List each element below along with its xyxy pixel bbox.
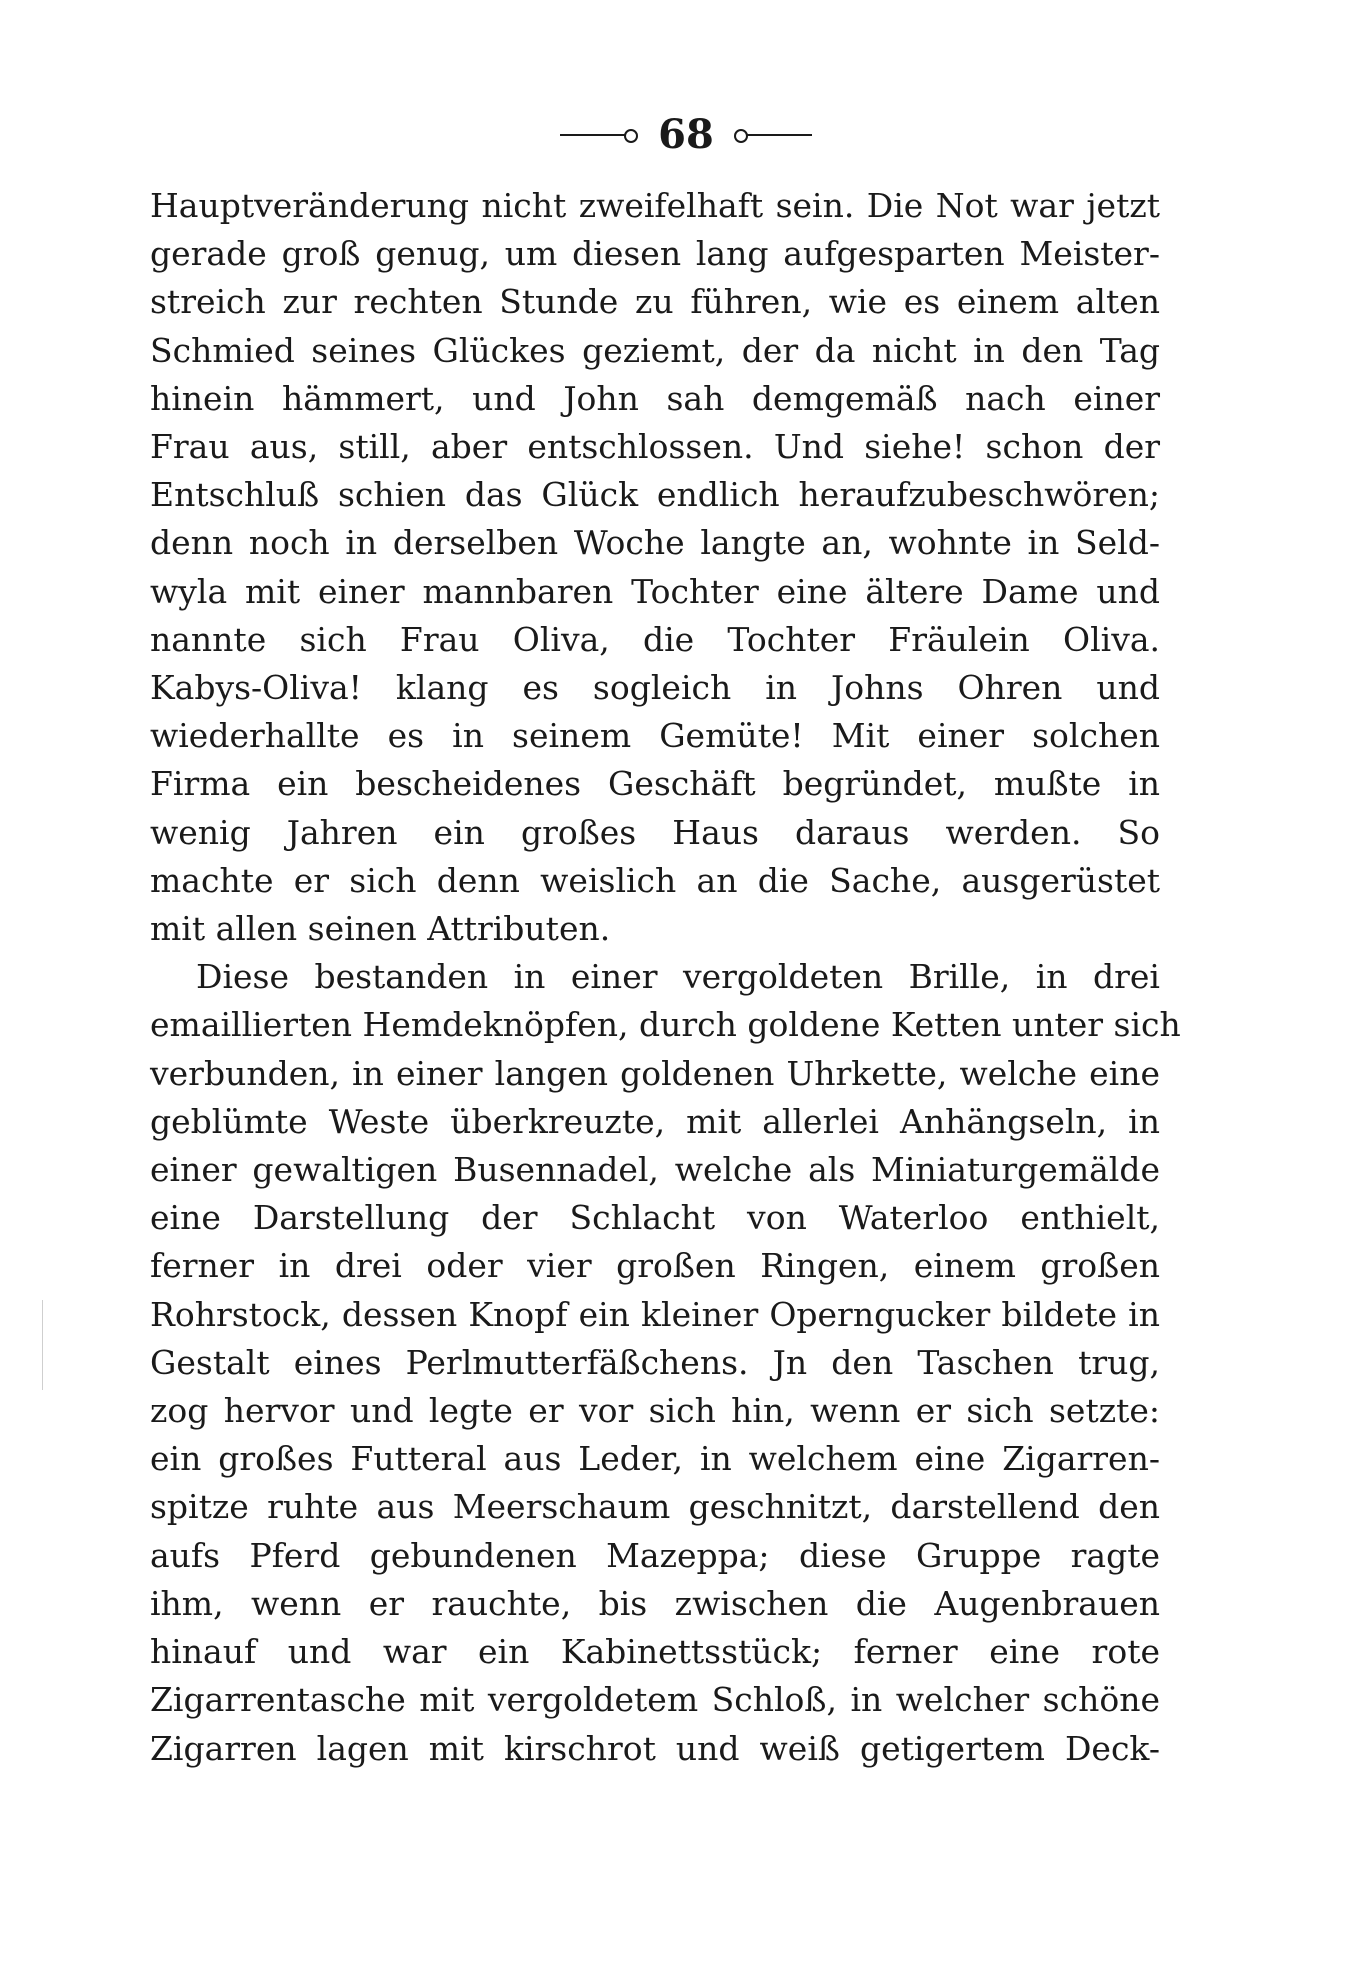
text-line: Kabys-Oliva! klang es sogleich in Johns Ohren und <box>150 668 1160 708</box>
text-line: hinein hämmert, und John sah demgemäß nach einer <box>150 378 1160 418</box>
paragraph-start-line: Diese bestanden in einer vergoldeten Brille, in drei <box>196 957 1160 997</box>
text-line: verbunden, in einer langen goldenen Uhrkette, welche eine <box>150 1053 1160 1093</box>
text-line: aufs Pferd gebundenen Mazeppa; diese Gruppe ragte <box>150 1535 1160 1575</box>
text-line: wyla mit einer mannbaren Tochter eine ältere Dame und <box>150 571 1160 611</box>
page-number: 68 <box>658 111 714 158</box>
text-line: Gestalt eines Perlmutterfäßchens. Jn den Taschen trug, <box>150 1342 1160 1382</box>
text-line: machte er sich denn weislich an die Sache, ausgerüstet <box>150 860 1160 900</box>
scan-margin-mark <box>42 1300 43 1390</box>
text-line: ferner in drei oder vier großen Ringen, einem großen <box>150 1246 1160 1286</box>
text-line: Schmied seines Glückes geziemt, der da nicht in den Tag <box>150 330 1160 370</box>
text-line: Hauptveränderung nicht zweifelhaft sein. Die Not war jetzt <box>150 186 1160 225</box>
page-header <box>0 108 1372 159</box>
text-line: zog hervor und legte er vor sich hin, wenn er sich setzte: <box>150 1391 1160 1431</box>
text-line: ihm, wenn er rauchte, bis zwischen die Augenbrauen <box>150 1583 1160 1623</box>
paragraph-end-line: mit allen seinen Attributen. <box>150 909 611 949</box>
text-line: gerade groß genug, um diesen lang aufgesparten Meister- <box>150 234 1160 274</box>
text-line: Firma ein bescheidenes Geschäft begründet, mußte in <box>150 764 1160 804</box>
text-line: Zigarrentasche mit vergoldetem Schloß, in welcher schöne <box>150 1680 1160 1720</box>
text-line: emaillierten Hemdeknöpfen, durch goldene Ketten unter sich <box>150 1005 1181 1045</box>
text-line: streich zur rechten Stunde zu führen, wie es einem alten <box>150 282 1160 322</box>
text-line: geblümte Weste überkreuzte, mit allerlei Anhängseln, in <box>150 1101 1160 1141</box>
text-line: Frau aus, still, aber entschlossen. Und siehe! schon der <box>150 427 1160 467</box>
text-line: wenig Jahren ein großes Haus daraus werden. So <box>150 812 1160 852</box>
text-line: ein großes Futteral aus Leder, in welchem eine Zigarren- <box>150 1439 1160 1479</box>
text-line: eine Darstellung der Schlacht von Waterloo enthielt, <box>150 1198 1160 1238</box>
text-line: wiederhallte es in seinem Gemüte! Mit einer solchen <box>150 716 1160 756</box>
text-line: einer gewaltigen Busennadel, welche als Miniaturgemälde <box>150 1150 1160 1190</box>
text-line: Zigarren lagen mit kirschrot und weiß getigertem Deck- <box>150 1728 1160 1768</box>
text-line: hinauf und war ein Kabinettsstück; ferner eine rote <box>150 1632 1160 1672</box>
text-line: denn noch in derselben Woche langte an, wohnte in Seld- <box>150 523 1160 563</box>
text-line: Rohrstock, dessen Knopf ein kleiner Operngucker bildete in <box>150 1294 1160 1334</box>
text-line: Entschluß schien das Glück endlich heraufzubeschwören; <box>150 475 1160 515</box>
header-ornament-right <box>742 134 812 136</box>
body-text <box>150 182 1181 1773</box>
header-ornament-left <box>560 134 630 136</box>
text-line: spitze ruhte aus Meerschaum geschnitzt, darstellend den <box>150 1487 1160 1527</box>
text-line: nannte sich Frau Oliva, die Tochter Fräulein Oliva. <box>150 619 1160 659</box>
